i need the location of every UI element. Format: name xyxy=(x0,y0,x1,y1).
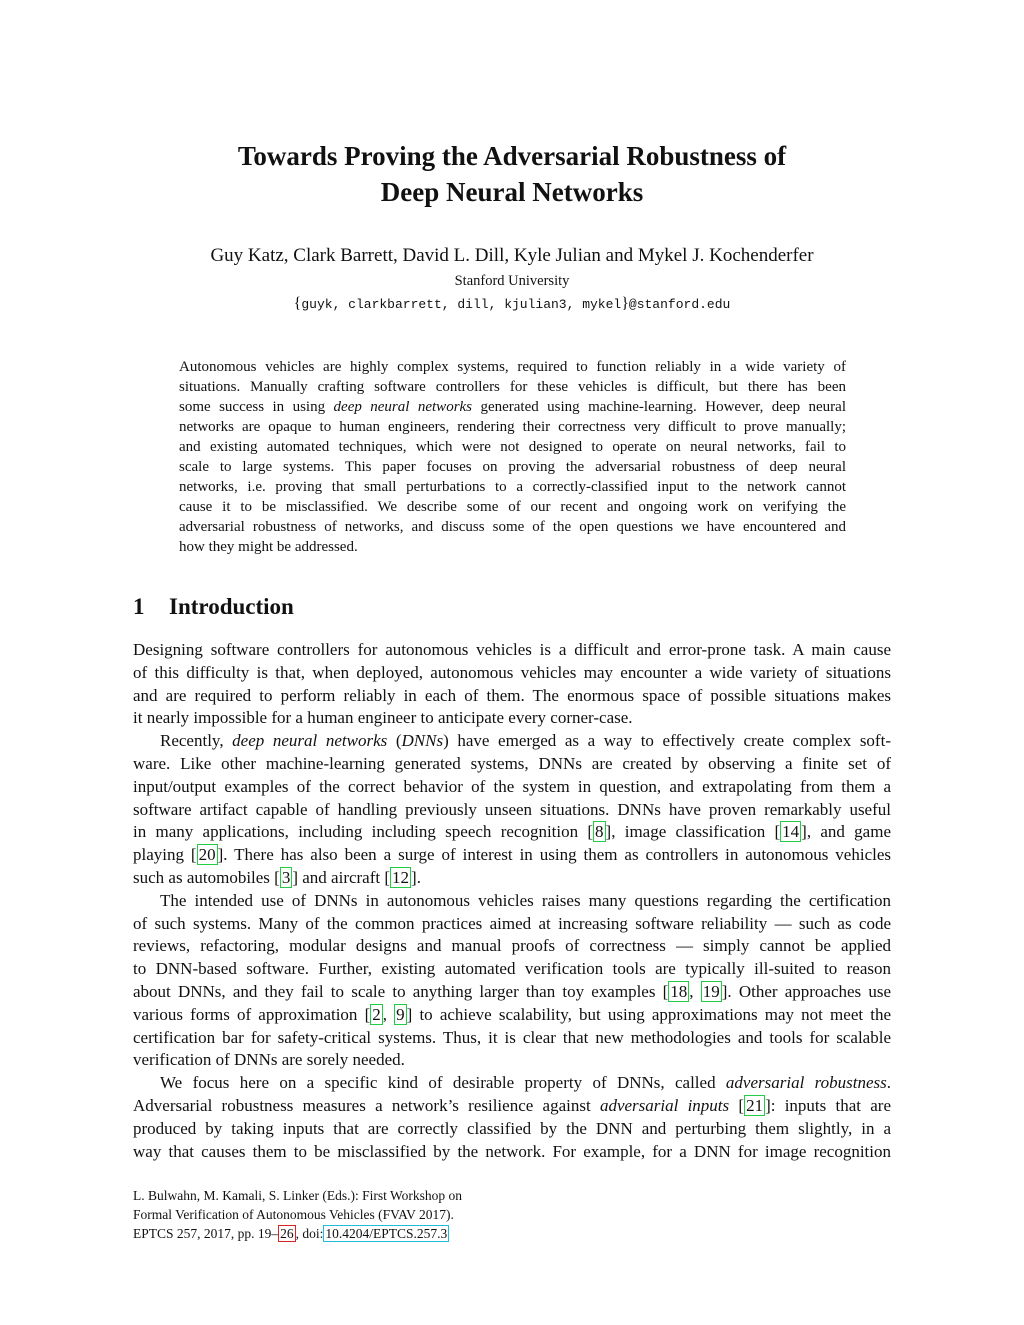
citation-link[interactable]: 9 xyxy=(396,1004,405,1024)
text: ]: inputs that are xyxy=(765,1095,891,1115)
authors: Guy Katz, Clark Barrett, David L. Dill, Kyle Julian and Mykel J. Kochenderfer xyxy=(210,245,814,266)
emails xyxy=(0,294,1024,315)
text: various forms of approximation [ xyxy=(133,1004,371,1024)
emphasis: adversarial robustness xyxy=(725,1073,887,1093)
citation-link[interactable]: 19 xyxy=(702,981,720,1001)
body-line: The intended use of DNNs in autonomous vehicles raises many questions regarding the certification xyxy=(160,890,891,910)
abstract-line: networks, i.e. proving that small perturbations to a correctly-classified input to the network cannot xyxy=(179,479,846,495)
text: ( xyxy=(387,731,402,751)
section-heading xyxy=(133,592,294,622)
body-line: way that causes them to be misclassified by the network. For example, for a DNN for image recognition xyxy=(133,1141,891,1161)
abstract-line: Autonomous vehicles are highly complex systems, required to function reliably in a wide variety of xyxy=(179,359,846,375)
emphasis: adversarial inputs xyxy=(599,1095,730,1115)
doi-link[interactable]: 10.4204/EPTCS.257.3 xyxy=(325,1226,448,1241)
affiliation: Stanford University xyxy=(454,273,570,289)
email-names: guyk, clarkbarrett, dill, kjulian3, mykel xyxy=(301,297,622,312)
text: , doi: xyxy=(295,1226,324,1241)
body-line: of such systems. Many of the common practices aimed at increasing software reliability — such as code xyxy=(133,913,891,933)
text: ) have emerged as a way to effectively create complex soft- xyxy=(443,731,891,751)
body-line: produced by taking inputs that are correctly classified by the DNN and perturbing them slightly, in a xyxy=(133,1118,891,1138)
footer-line xyxy=(133,1224,462,1243)
footer-line: Formal Verification of Autonomous Vehicles (FVAV 2017). xyxy=(133,1207,454,1222)
body-line xyxy=(133,981,891,1004)
body-line: software artifact capable of handling previously unseen situations. DNNs have proven remarkably useful xyxy=(133,799,891,819)
abstract-line xyxy=(179,397,846,417)
text: some success in using xyxy=(179,399,334,415)
citation-link[interactable]: 2 xyxy=(372,1004,381,1024)
text: generated using machine-learning. However, deep neural xyxy=(472,399,847,415)
text: [ xyxy=(729,1095,745,1115)
text: EPTCS 257, 2017, pp. 19– xyxy=(133,1226,279,1241)
body-line xyxy=(133,821,891,844)
text: Adversarial robustness measures a network’s resilience against xyxy=(133,1095,600,1115)
section-number: 1 xyxy=(133,594,145,619)
text: ] to achieve scalability, but using approximations may not meet the xyxy=(406,1004,891,1024)
body-line xyxy=(133,844,891,867)
text: ], and game xyxy=(801,822,891,842)
emphasis: DNNs xyxy=(401,731,444,751)
text: in many applications, including including speech recognition [ xyxy=(133,822,594,842)
text: ]. xyxy=(411,867,421,887)
body-line: reviews, refactoring, modular designs and manual proofs of correctness — simply cannot be applied xyxy=(133,936,891,956)
section-title: Introduction xyxy=(169,594,294,619)
body-line xyxy=(133,867,891,890)
citation-link[interactable]: 20 xyxy=(198,845,216,865)
footer-line: L. Bulwahn, M. Kamali, S. Linker (Eds.): First Workshop on xyxy=(133,1188,463,1203)
citation-link[interactable]: 18 xyxy=(670,981,688,1001)
paper-title xyxy=(0,138,1024,210)
abstract-line: cause it to be misclassified. We describe some of our recent and ongoing work on verifying the xyxy=(179,499,846,515)
emphasis: deep neural networks xyxy=(232,731,388,751)
body-line: of this difficulty is that, when deployed, autonomous vehicles may encounter a wide variety of situations xyxy=(133,662,891,682)
text: We focus here on a specific kind of desirable property of DNNs, called xyxy=(160,1073,726,1093)
text: such as automobiles [ xyxy=(133,867,280,887)
body-line: verification of DNNs are sorely needed. xyxy=(133,1050,405,1070)
citation-link[interactable]: 21 xyxy=(746,1095,764,1115)
email-domain: @stanford.edu xyxy=(628,297,731,312)
emphasis: deep neural networks xyxy=(333,399,473,415)
title-line-2: Deep Neural Networks xyxy=(380,177,644,207)
body-line: and are required to perform reliably in each of them. The enormous space of possible situations makes xyxy=(133,685,891,705)
abstract-line: and existing automated techniques, which were not designed to operate on neural networks, fail to xyxy=(179,439,846,455)
text: . xyxy=(886,1073,891,1093)
body-line xyxy=(133,730,891,753)
body-line xyxy=(133,1095,891,1118)
email-close-brace: } xyxy=(621,295,629,312)
text: ] and aircraft [ xyxy=(292,867,391,887)
body-line: input/output examples of the correct behavior of the system in question, and extrapolating from them a xyxy=(133,776,891,796)
body-line: ware. Like other machine-learning generated systems, DNNs are created by observing a finite set of xyxy=(133,753,891,773)
body-line xyxy=(133,1072,891,1095)
abstract-line: situations. Manually crafting software controllers for these vehicles is difficult, but there has been xyxy=(179,379,846,395)
body-line: to DNN-based software. Further, existing automated verification tools are typically ill-suited to reason xyxy=(133,959,891,979)
body-line xyxy=(133,1004,891,1027)
text: , xyxy=(689,981,701,1001)
body-line: Designing software controllers for autonomous vehicles is a difficult and error-prone task. A main cause xyxy=(133,640,891,659)
text: , xyxy=(382,1004,395,1024)
abstract xyxy=(179,357,846,557)
body-line: certification bar for safety-critical systems. Thus, it is clear that new methodologies and tools for scalable xyxy=(133,1027,891,1047)
text: ], image classification [ xyxy=(605,822,781,842)
citation-link[interactable]: 8 xyxy=(595,822,604,842)
body-line: it nearly impossible for a human engineer to anticipate every corner-case. xyxy=(133,708,633,728)
abstract-line: scale to large systems. This paper focuses on proving the adversarial robustness of deep neural xyxy=(179,459,846,475)
abstract-line: adversarial robustness of networks, and discuss some of the open questions we have encountered and xyxy=(179,519,846,535)
text: ]. Other approaches use xyxy=(721,981,891,1001)
footer xyxy=(133,1186,462,1243)
title-line-1: Towards Proving the Adversarial Robustness of xyxy=(237,141,787,171)
abstract-line: how they might be addressed. xyxy=(179,539,358,555)
citation-link[interactable]: 12 xyxy=(392,867,410,887)
last-page-link[interactable]: 26 xyxy=(280,1226,294,1241)
email-open-brace: { xyxy=(293,295,302,312)
text: about DNNs, and they fail to scale to anything larger than toy examples [ xyxy=(133,981,669,1001)
body-text xyxy=(133,639,891,1163)
abstract-line: networks are opaque to human engineers, rendering their correctness very difficult to prove manually; xyxy=(179,419,846,435)
citation-link[interactable]: 3 xyxy=(281,867,291,887)
citation-link[interactable]: 14 xyxy=(782,822,800,842)
text: playing [ xyxy=(133,845,197,865)
text: Recently, xyxy=(160,731,233,751)
text: ]. There has also been a surge of interest in using them as controllers in autonomous vehicles xyxy=(217,845,892,865)
